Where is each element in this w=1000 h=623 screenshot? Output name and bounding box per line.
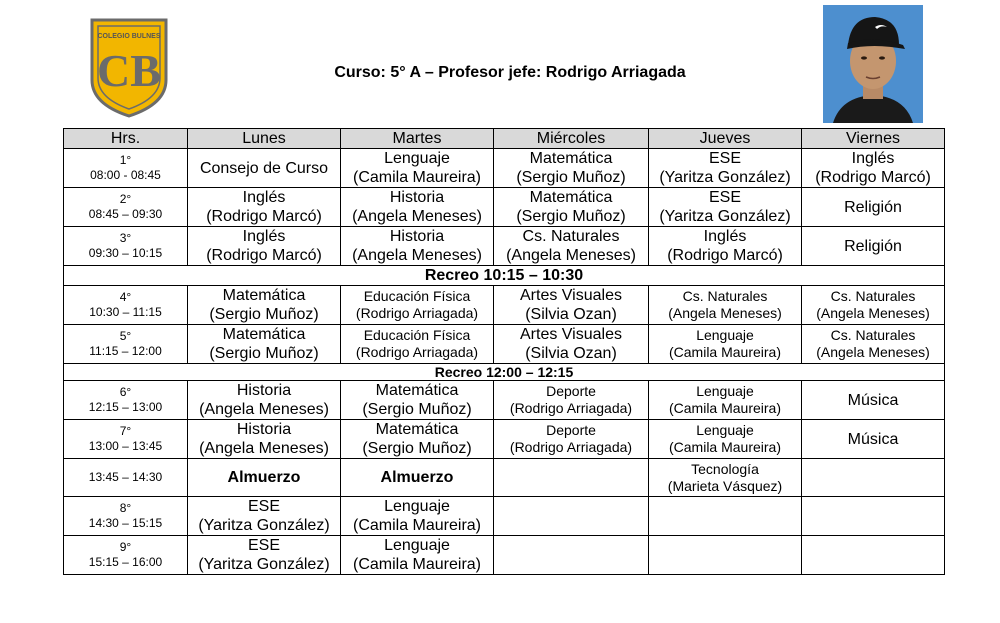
- period-time: 09:30 – 10:15: [88, 246, 163, 260]
- subject-name: Educación Física: [363, 288, 471, 304]
- subject-name: Inglés: [703, 228, 747, 245]
- class-cell: [802, 381, 945, 420]
- subject-name: ESE: [247, 537, 280, 554]
- teacher-name: (Sergio Muñoz): [362, 401, 472, 418]
- class-cell: [802, 459, 945, 497]
- teacher-name: (Camila Maureira): [352, 517, 482, 534]
- class-cell: [188, 536, 341, 575]
- period-cell: [64, 381, 188, 420]
- period-number: 1°: [119, 153, 132, 167]
- class-cell: [649, 497, 802, 536]
- subject-name: Matemática: [529, 150, 613, 167]
- class-cell: [802, 149, 945, 188]
- subject-name: Deporte: [546, 422, 596, 438]
- table-row: [64, 536, 945, 575]
- teacher-name: (Rodrigo Arriagada): [355, 344, 479, 360]
- subject-name: Artes Visuales: [520, 287, 622, 304]
- teacher-name: (Angela Meneses): [352, 208, 482, 225]
- table-row: [64, 497, 945, 536]
- subject-name: Cs. Naturales: [830, 288, 916, 304]
- teacher-name: (Silvia Ozan): [525, 345, 617, 362]
- teacher-name: (Angela Meneses): [668, 305, 782, 321]
- class-cell: [188, 325, 341, 364]
- class-cell: [649, 227, 802, 266]
- recess-label: Recreo 12:00 – 12:15: [64, 364, 945, 381]
- table-row: [64, 381, 945, 420]
- period-time: 13:45 – 14:30: [88, 470, 163, 484]
- class-cell: [341, 459, 494, 497]
- period-cell: [64, 227, 188, 266]
- teacher-name: (Angela Meneses): [199, 401, 329, 418]
- teacher-name: (Rodrigo Marcó): [206, 247, 322, 264]
- class-cell: [649, 420, 802, 459]
- class-cell: [494, 459, 649, 497]
- teacher-name: (Rodrigo Marcó): [206, 208, 322, 225]
- subject-name: ESE: [708, 150, 741, 167]
- teacher-name: (Sergio Muñoz): [516, 169, 626, 186]
- table-row: [64, 227, 945, 266]
- class-cell: [494, 497, 649, 536]
- class-cell: [494, 227, 649, 266]
- period-number: 7°: [119, 424, 132, 438]
- class-cell: [188, 497, 341, 536]
- period-number: 3°: [119, 231, 132, 245]
- class-cell: [341, 188, 494, 227]
- class-cell: [802, 325, 945, 364]
- class-cell: [188, 459, 341, 497]
- teacher-name: (Angela Meneses): [199, 440, 329, 457]
- column-header-hrs: Hrs.: [64, 129, 188, 149]
- subject-name: Cs. Naturales: [522, 228, 620, 245]
- class-cell: [341, 286, 494, 325]
- subject-name: Lenguaje: [384, 537, 450, 554]
- logo-text: COLEGIO BULNES: [97, 33, 161, 40]
- class-cell: [188, 381, 341, 420]
- subject-name: Historia: [389, 189, 445, 206]
- period-number: 2°: [119, 192, 132, 206]
- class-cell: [802, 536, 945, 575]
- teacher-name: (Rodrigo Arriagada): [509, 400, 633, 416]
- subject-name: ESE: [708, 189, 741, 206]
- period-time: 10:30 – 11:15: [89, 305, 162, 319]
- column-header-viernes: Viernes: [802, 129, 945, 149]
- teacher-name: (Yaritza González): [659, 169, 791, 186]
- subject-name: Música: [847, 391, 899, 409]
- class-cell: [341, 149, 494, 188]
- recess-row: [64, 266, 945, 286]
- subject-name: Deporte: [546, 383, 596, 399]
- class-cell: [341, 325, 494, 364]
- period-time: 13:00 – 13:45: [88, 439, 163, 453]
- class-cell: [188, 420, 341, 459]
- class-cell: [649, 459, 802, 497]
- class-cell: [494, 381, 649, 420]
- teacher-name: (Yaritza González): [198, 556, 330, 573]
- subject-name: Historia: [236, 421, 292, 438]
- page-title: Curso: 5° A – Profesor jefe: Rodrigo Arriagada: [334, 64, 686, 81]
- table-row: [64, 188, 945, 227]
- subject-name: Lenguaje: [384, 150, 450, 167]
- recess-row: [64, 364, 945, 381]
- class-cell: [494, 536, 649, 575]
- period-number: 4°: [119, 290, 132, 304]
- teacher-name: (Angela Meneses): [816, 344, 930, 360]
- class-cell: [649, 286, 802, 325]
- subject-name: Lenguaje: [696, 327, 754, 343]
- class-cell: [494, 188, 649, 227]
- teacher-name: (Yaritza González): [659, 208, 791, 225]
- teacher-name: (Silvia Ozan): [525, 306, 617, 323]
- teacher-name: (Sergio Muñoz): [209, 306, 319, 323]
- subject-name: ESE: [247, 498, 280, 515]
- class-cell: [494, 286, 649, 325]
- period-time: 08:45 – 09:30: [88, 207, 163, 221]
- subject-name: Inglés: [242, 189, 286, 206]
- teacher-name: (Rodrigo Marcó): [667, 247, 783, 264]
- teacher-name: (Camila Maureira): [352, 556, 482, 573]
- subject-name: Cs. Naturales: [830, 327, 916, 343]
- column-header-martes: Martes: [341, 129, 494, 149]
- class-cell: [341, 420, 494, 459]
- subject-name: Almuerzo: [380, 469, 454, 486]
- period-time: 12:15 – 13:00: [88, 400, 163, 414]
- teacher-photo: [823, 5, 923, 123]
- period-cell: [64, 536, 188, 575]
- class-cell: [802, 420, 945, 459]
- column-header-jueves: Jueves: [649, 129, 802, 149]
- class-cell: [494, 149, 649, 188]
- class-cell: [802, 286, 945, 325]
- class-cell: [649, 381, 802, 420]
- school-logo: [88, 14, 170, 118]
- period-cell: [64, 420, 188, 459]
- period-number: 9°: [119, 540, 132, 554]
- teacher-name: (Rodrigo Marcó): [815, 169, 931, 186]
- class-cell: [649, 188, 802, 227]
- subject-name: Inglés: [851, 150, 895, 167]
- recess-label: Recreo 10:15 – 10:30: [64, 266, 945, 286]
- column-header-miercoles: Miércoles: [494, 129, 649, 149]
- subject-name: Matemática: [375, 421, 459, 438]
- class-cell: [341, 227, 494, 266]
- subject-name: Consejo de Curso: [199, 159, 329, 177]
- class-cell: [188, 149, 341, 188]
- subject-name: Tecnología: [691, 460, 759, 477]
- subject-name: Religión: [844, 198, 902, 216]
- subject-name: Historia: [389, 228, 445, 245]
- class-cell: [188, 286, 341, 325]
- period-cell: [64, 325, 188, 364]
- class-cell: [341, 497, 494, 536]
- subject-name: Almuerzo: [227, 469, 301, 486]
- class-cell: [188, 188, 341, 227]
- teacher-name: (Camila Maureira): [668, 439, 782, 455]
- teacher-name: (Yaritza González): [198, 517, 330, 534]
- period-cell: [64, 459, 188, 497]
- teacher-name: (Rodrigo Arriagada): [509, 439, 633, 455]
- subject-name: Matemática: [529, 189, 613, 206]
- teacher-name: (Camila Maureira): [668, 344, 782, 360]
- subject-name: Lenguaje: [696, 422, 754, 438]
- teacher-name: (Sergio Muñoz): [516, 208, 626, 225]
- teacher-name: (Sergio Muñoz): [362, 440, 472, 457]
- period-number: 8°: [119, 501, 132, 515]
- teacher-name: (Camila Maureira): [352, 169, 482, 186]
- period-time: 14:30 – 15:15: [88, 516, 163, 530]
- period-time: 15:15 – 16:00: [88, 555, 163, 569]
- table-row: [64, 420, 945, 459]
- teacher-name: (Rodrigo Arriagada): [355, 305, 479, 321]
- subject-name: Matemática: [375, 382, 459, 399]
- teacher-name: (Marieta Vásquez): [667, 477, 783, 494]
- table-header-row: [64, 129, 945, 149]
- subject-name: Historia: [236, 382, 292, 399]
- teacher-name: (Angela Meneses): [816, 305, 930, 321]
- class-cell: [649, 325, 802, 364]
- teacher-name: (Sergio Muñoz): [209, 345, 319, 362]
- subject-name: Religión: [844, 237, 902, 255]
- column-header-lunes: Lunes: [188, 129, 341, 149]
- subject-name: Matemática: [222, 326, 306, 343]
- subject-name: Matemática: [222, 287, 306, 304]
- teacher-name: (Camila Maureira): [668, 400, 782, 416]
- subject-name: Artes Visuales: [520, 326, 622, 343]
- class-cell: [802, 227, 945, 266]
- period-cell: [64, 149, 188, 188]
- class-cell: [649, 536, 802, 575]
- teacher-name: (Angela Meneses): [352, 247, 482, 264]
- period-time: 11:15 – 12:00: [89, 344, 162, 358]
- class-cell: [341, 536, 494, 575]
- class-cell: [649, 149, 802, 188]
- subject-name: Música: [847, 430, 899, 448]
- schedule-table: [63, 128, 945, 575]
- class-cell: [341, 381, 494, 420]
- table-row: [64, 325, 945, 364]
- class-cell: [494, 325, 649, 364]
- period-number: 5°: [119, 329, 132, 343]
- subject-name: Lenguaje: [696, 383, 754, 399]
- class-cell: [494, 420, 649, 459]
- subject-name: Lenguaje: [384, 498, 450, 515]
- subject-name: Cs. Naturales: [682, 288, 768, 304]
- teacher-name: (Angela Meneses): [506, 247, 636, 264]
- period-number: 6°: [119, 385, 132, 399]
- table-row: [64, 286, 945, 325]
- subject-name: Inglés: [242, 228, 286, 245]
- class-cell: [188, 227, 341, 266]
- period-cell: [64, 286, 188, 325]
- period-cell: [64, 188, 188, 227]
- logo-letters: CB: [97, 45, 161, 96]
- table-row: [64, 149, 945, 188]
- period-cell: [64, 497, 188, 536]
- table-row: [64, 459, 945, 497]
- subject-name: Educación Física: [363, 327, 471, 343]
- class-cell: [802, 188, 945, 227]
- period-time: 08:00 - 08:45: [90, 168, 161, 182]
- class-cell: [802, 497, 945, 536]
